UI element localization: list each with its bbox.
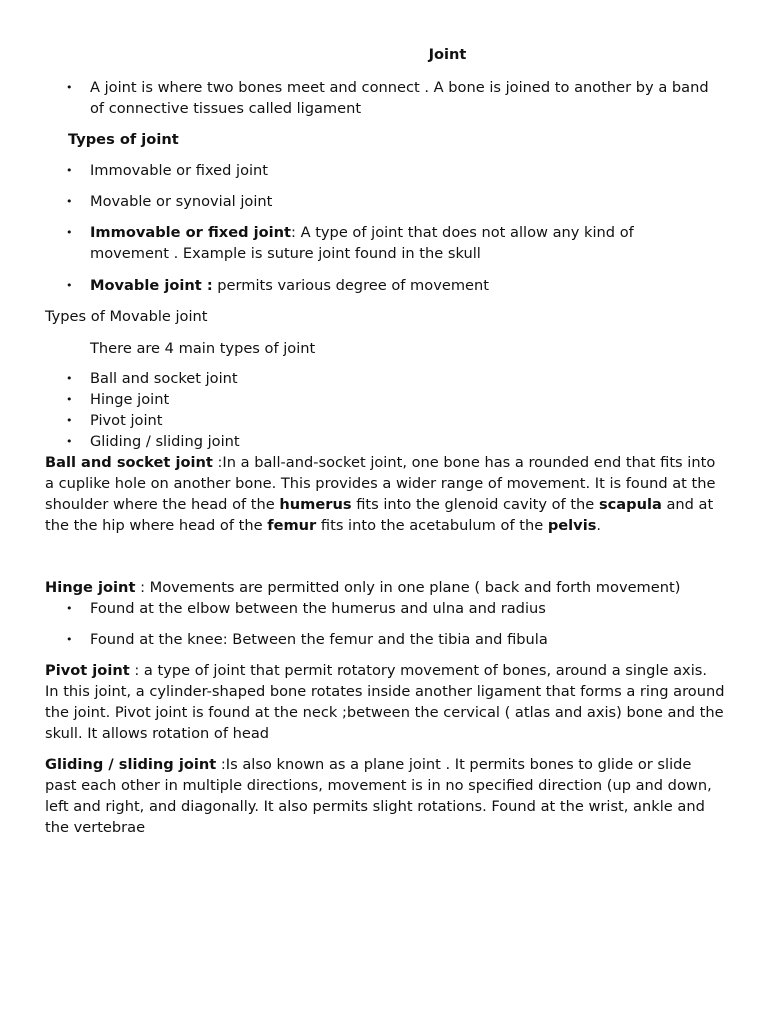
ball-bold-humerus: humerus bbox=[279, 496, 352, 513]
ball-socket-paragraph bbox=[45, 452, 725, 536]
ball-text-2: fits into the glenoid cavity of the bbox=[351, 496, 599, 513]
movable-definition bbox=[90, 275, 710, 296]
immovable-text: : A type of joint that does not allow any kind of movement . Example is suture joint found in the skull bbox=[90, 224, 634, 262]
types-heading: Types of joint bbox=[68, 131, 179, 148]
type-item-immovable: • Immovable or fixed joint bbox=[90, 160, 710, 181]
movable-type-pivot: • Pivot joint bbox=[90, 410, 710, 431]
document-title: Joint bbox=[428, 46, 467, 63]
intro-bullet: • A joint is where two bones meet and connect . A bone is joined to another by a band of connective tissues called ligament bbox=[90, 77, 710, 119]
movable-types-heading: Types of Movable joint bbox=[45, 308, 208, 325]
ball-text-1: :In a ball-and-socket joint, one bone has a rounded end that fits into a cuplike hole on another bone. This provides a wider range of movement. It is found at the shoulder where the head of the bbox=[45, 454, 716, 513]
hinge-point-elbow: • Found at the elbow between the humerus and ulna and radius bbox=[90, 598, 710, 619]
movable-type-hinge: • Hinge joint bbox=[90, 389, 710, 410]
gliding-term: Gliding / sliding joint bbox=[45, 756, 217, 773]
gliding-paragraph bbox=[45, 754, 725, 838]
ball-text-3: and at the the hip where head of the bbox=[45, 496, 714, 534]
hinge-term: Hinge joint bbox=[45, 579, 136, 596]
movable-type-ball: • Ball and socket joint bbox=[90, 368, 710, 389]
ball-bold-femur: femur bbox=[267, 517, 317, 534]
hinge-point-knee: • Found at the knee: Between the femur and the tibia and fibula bbox=[90, 629, 710, 650]
movable-text: permits various degree of movement bbox=[212, 277, 489, 294]
pivot-text: : a type of joint that permit rotatory movement of bones, around a single axis. In this joint, a cylinder-shaped bone rotates inside another ligament that forms a ring around the joint. Pivot joint is found at the neck ;between the cervical ( atlas and axis) bone and the skull. It allows rotation of head bbox=[45, 662, 725, 742]
movable-type-gliding: • Gliding / sliding joint bbox=[90, 431, 710, 452]
immovable-definition bbox=[90, 222, 710, 264]
movable-types-intro: There are 4 main types of joint bbox=[90, 340, 316, 357]
ball-bold-scapula: scapula bbox=[598, 496, 662, 513]
movable-term: Movable joint : bbox=[90, 277, 213, 294]
pivot-paragraph bbox=[45, 660, 725, 744]
hinge-text: : Movements are permitted only in one plane ( back and forth movement) bbox=[135, 579, 681, 596]
pivot-term: Pivot joint bbox=[45, 662, 130, 679]
immovable-term: Immovable or fixed joint bbox=[90, 224, 292, 241]
ball-text-4: fits into the acetabulum of the bbox=[316, 517, 548, 534]
gliding-text: :Is also known as a plane joint . It permits bones to glide or slide past each other in multiple directions, movement is in no specified direction (up and down, left and right, and diagonally. It also permits slight rotations. Found at the wrist, ankle and the vertebrae bbox=[45, 756, 712, 836]
ball-text-5: . bbox=[596, 517, 602, 534]
ball-bold-pelvis: pelvis bbox=[547, 517, 597, 534]
type-item-movable: • Movable or synovial joint bbox=[90, 191, 710, 212]
hinge-paragraph bbox=[45, 577, 725, 598]
ball-term: Ball and socket joint bbox=[45, 454, 213, 471]
